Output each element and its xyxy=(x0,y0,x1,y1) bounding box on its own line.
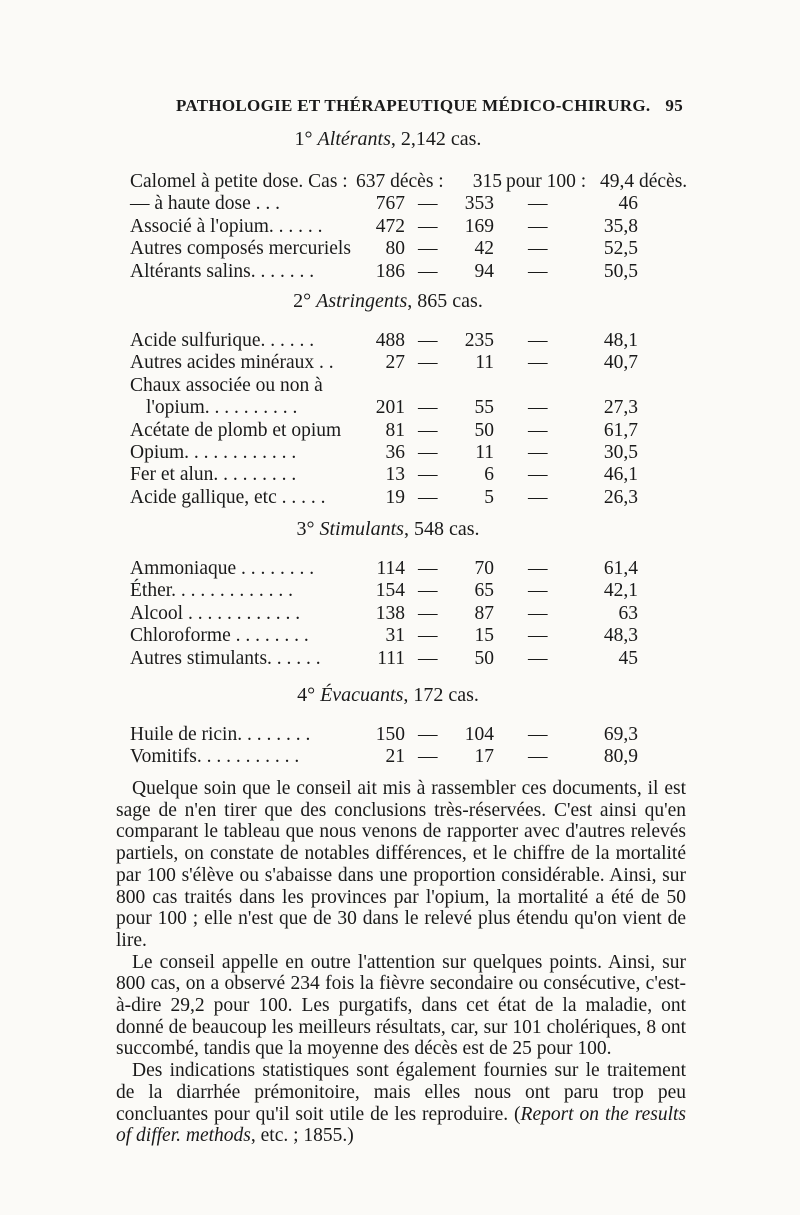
dash: — xyxy=(418,558,438,579)
cases-count: 150 xyxy=(375,724,405,745)
deaths-count: 11 xyxy=(475,352,494,374)
dash: — xyxy=(418,464,438,486)
dash: — xyxy=(528,464,548,486)
section-title xyxy=(0,684,788,707)
table-row xyxy=(130,487,710,509)
row-label: Opium. . . . . . . . . . . . xyxy=(130,442,297,463)
cases-count: 186 xyxy=(375,260,405,282)
dash: — xyxy=(528,558,548,579)
table-row xyxy=(130,420,710,442)
cases-count: 472 xyxy=(375,215,405,237)
section-title xyxy=(0,518,788,541)
deaths-count: 353 xyxy=(464,193,494,215)
dash: — xyxy=(528,647,548,669)
section-count: , 172 cas. xyxy=(403,684,479,706)
section-number: 2° xyxy=(293,290,317,312)
row-label: Chaux associée ou non à xyxy=(130,374,323,396)
deaths-count: 6 xyxy=(484,464,494,486)
table-row xyxy=(130,603,710,625)
table-row xyxy=(130,216,710,238)
deaths-count: 50 xyxy=(474,647,494,669)
dash: — xyxy=(418,602,438,624)
dash: — xyxy=(528,625,548,647)
cases-count: 637 décès : xyxy=(356,171,444,192)
table-row xyxy=(130,746,710,768)
section-count: , 2,142 cas. xyxy=(390,128,482,150)
dash: — xyxy=(528,397,548,419)
section-category: Évacuants xyxy=(320,684,404,706)
dash: — xyxy=(418,238,438,260)
dash: — xyxy=(418,746,438,768)
deaths-count: 42 xyxy=(474,238,494,260)
deaths-count: 50 xyxy=(474,419,494,441)
dash: — xyxy=(418,193,438,215)
dash: — xyxy=(528,330,548,351)
deaths-count: 87 xyxy=(474,602,494,624)
mortality-percent: 69,3 xyxy=(603,724,638,745)
mortality-percent: 26,3 xyxy=(603,486,638,508)
mortality-percent: 49,4 décès. xyxy=(600,171,688,192)
dash: — xyxy=(528,260,548,282)
paragraph: Quelque soin que le conseil ait mis à rassembler ces documents, il est sage de n'en tirer que des conclusions très-réservées. C'est ainsi qu'en comparant le tableau que nous venons de rapporter avec d'autres relevés partiels, on constate de notables différences, et le chiffre de la mortalité par 100 s'élève ou s'abaisse dans une proportion considérable. Ainsi, sur 800 cas traités dans les provinces par l'opium, la mortalité a été de 50 pour 100 ; elle n'est que de 30 dans le relevé plus étendu qu'on vient de lire. xyxy=(116,778,686,951)
cases-count: 19 xyxy=(385,486,405,508)
dash: — xyxy=(418,419,438,441)
deaths-count: 94 xyxy=(474,260,494,282)
dash: — xyxy=(418,330,438,351)
deaths-count: 11 xyxy=(475,442,494,463)
paragraph: Des indications statistiques sont également fournies sur le traitement de la diarrhée prémonitoire, mais elles nous ont paru trop peu concluantes pour qu'il soit utile de les reproduire. (Report on the results of differ. methods, etc. ; 1855.) xyxy=(116,1060,686,1147)
table-row xyxy=(130,238,710,260)
mortality-percent: 27,3 xyxy=(603,397,638,419)
report-reference: Report on the results of differ. methods xyxy=(116,1103,686,1147)
cases-count: 488 xyxy=(375,330,405,351)
cases-count: 111 xyxy=(377,647,405,669)
table-row xyxy=(130,330,710,352)
row-label: Huile de ricin. . . . . . . . xyxy=(130,724,311,745)
mortality-percent: 30,5 xyxy=(603,442,638,463)
row-label: Calomel à petite dose. Cas : xyxy=(130,171,348,192)
table-row xyxy=(130,352,710,374)
dash: — xyxy=(418,352,438,374)
row-label: Ammoniaque . . . . . . . . xyxy=(130,558,315,579)
mortality-percent: 61,4 xyxy=(603,558,638,579)
mortality-percent: 48,1 xyxy=(603,330,638,351)
section-category: Astringents xyxy=(316,290,408,312)
row-label: Autres acides minéraux . . xyxy=(130,352,334,374)
cases-count: 767 xyxy=(375,193,405,215)
dash: — xyxy=(528,419,548,441)
deaths-count: 15 xyxy=(474,625,494,647)
deaths-count: 70 xyxy=(474,558,494,579)
mortality-percent: 46,1 xyxy=(603,464,638,486)
table-row xyxy=(130,648,710,670)
table-row xyxy=(130,442,710,464)
cases-count: 27 xyxy=(385,352,405,374)
deaths-count: 55 xyxy=(474,397,494,419)
cases-count: 31 xyxy=(385,625,405,647)
dash: — xyxy=(528,238,548,260)
table-row xyxy=(130,625,710,647)
deaths-count: 315 xyxy=(472,171,502,192)
dash: — xyxy=(418,724,438,745)
paragraph: Le conseil appelle en outre l'attention sur quelques points. Ainsi, sur 800 cas, on a observé 234 fois la fièvre secondaire ou consécutive, c'est-à-dire 29,2 pour 100. Les purgatifs, dans cet état de la maladie, ont donné de beaucoup les meilleurs résultats, car, sur 101 cholériques, 8 ont succombé, tandis que la moyenne des décès est de 25 pour 100. xyxy=(116,951,686,1060)
dash: — xyxy=(418,647,438,669)
dash: — xyxy=(528,580,548,602)
row-label: Autres stimulants. . . . . . xyxy=(130,647,321,669)
deaths-count: 104 xyxy=(464,724,494,745)
row-label: Associé à l'opium. . . . . . xyxy=(130,215,323,237)
row-label: Éther. . . . . . . . . . . . . xyxy=(130,580,294,602)
cases-count: 138 xyxy=(375,602,405,624)
cases-count: 80 xyxy=(385,238,405,260)
cases-count: 201 xyxy=(375,397,405,419)
row-label: Acétate de plomb et opium xyxy=(130,419,342,441)
section-category: Stimulants xyxy=(319,518,404,540)
body-text xyxy=(116,778,686,1147)
mortality-percent: 50,5 xyxy=(603,260,638,282)
cases-count: 36 xyxy=(385,442,405,463)
mortality-percent: 40,7 xyxy=(603,352,638,374)
page-number: 95 xyxy=(665,96,683,115)
mortality-percent: 46 xyxy=(618,193,638,215)
table-row xyxy=(130,724,710,746)
mortality-percent: 48,3 xyxy=(603,625,638,647)
table-row xyxy=(130,171,710,193)
cases-count: 114 xyxy=(376,558,405,579)
dash: — xyxy=(418,442,438,463)
row-label: Autres composés mercuriels xyxy=(130,238,351,260)
section-category: Altérants xyxy=(317,128,391,150)
row-label: Altérants salins. . . . . . . xyxy=(130,260,315,282)
section-count: , 548 cas. xyxy=(403,518,480,540)
dash: — xyxy=(418,486,438,508)
dash: — xyxy=(418,580,438,602)
dash: — xyxy=(528,352,548,374)
section-number: 1° xyxy=(294,128,318,150)
cases-count: 154 xyxy=(375,580,405,602)
deaths-count: 65 xyxy=(474,580,494,602)
mortality-percent: 80,9 xyxy=(603,746,638,768)
dash: — xyxy=(528,193,548,215)
table-row xyxy=(130,464,710,486)
row-label: Alcool . . . . . . . . . . . . xyxy=(130,602,301,624)
row-label: Acide gallique, etc . . . . . xyxy=(130,486,326,508)
dash: — xyxy=(528,486,548,508)
dash: pour 100 : xyxy=(506,171,587,192)
dash: — xyxy=(528,746,548,768)
row-label: Fer et alun. . . . . . . . . xyxy=(130,464,297,486)
dash: — xyxy=(418,625,438,647)
dash: — xyxy=(528,724,548,745)
table-row xyxy=(130,261,710,283)
mortality-percent: 61,7 xyxy=(603,419,638,441)
row-label: Chloroforme . . . . . . . . xyxy=(130,625,309,647)
cases-count: 81 xyxy=(385,419,405,441)
mortality-percent: 52,5 xyxy=(603,238,638,260)
row-label: Vomitifs. . . . . . . . . . . xyxy=(130,746,300,768)
table-row xyxy=(130,397,710,419)
row-label: Acide sulfurique. . . . . . xyxy=(130,330,315,351)
table-row xyxy=(130,193,710,215)
table-row xyxy=(130,580,710,602)
deaths-count: 5 xyxy=(484,486,494,508)
section-number: 4° xyxy=(297,684,321,706)
deaths-count: 169 xyxy=(464,215,494,237)
mortality-percent: 45 xyxy=(618,647,638,669)
dash: — xyxy=(528,602,548,624)
deaths-count: 235 xyxy=(464,330,494,351)
deaths-count: 17 xyxy=(474,746,494,768)
dash: — xyxy=(528,215,548,237)
header-title: PATHOLOGIE ET THÉRAPEUTIQUE MÉDICO-CHIRURG. xyxy=(176,96,651,115)
cases-count: 21 xyxy=(385,746,405,768)
mortality-percent: 63 xyxy=(618,602,638,624)
dash: — xyxy=(418,215,438,237)
running-header xyxy=(176,96,683,126)
section-title xyxy=(0,128,788,151)
row-label: — à haute dose . . . xyxy=(130,193,281,215)
table-row xyxy=(130,375,710,397)
dash: — xyxy=(418,260,438,282)
section-number: 3° xyxy=(296,518,320,540)
dash: — xyxy=(418,397,438,419)
section-count: , 865 cas. xyxy=(407,290,483,312)
table-row xyxy=(130,558,710,580)
row-label: l'opium. . . . . . . . . . xyxy=(146,397,298,419)
cases-count: 13 xyxy=(385,464,405,486)
mortality-percent: 35,8 xyxy=(603,215,638,237)
section-title xyxy=(0,290,788,313)
dash: — xyxy=(528,442,548,463)
mortality-percent: 42,1 xyxy=(603,580,638,602)
